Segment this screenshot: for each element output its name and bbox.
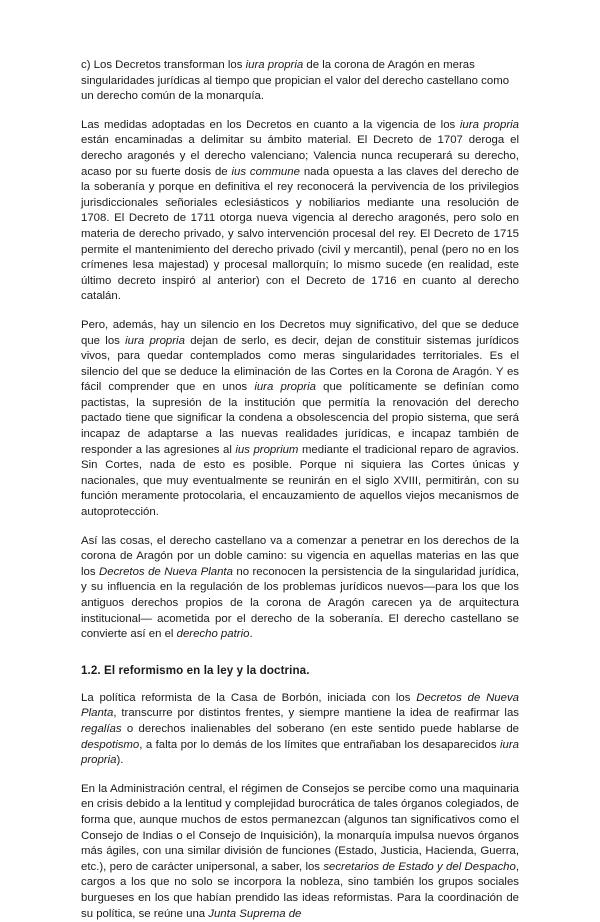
italic-term: Junta Suprema de [208,907,302,920]
italic-term: ius commune [231,165,300,178]
italic-term: Decretos de Nueva Planta [99,565,233,578]
paragraph-derecho-castellano: Así las cosas, el derecho castellano va a comenzar a penetrar en los derechos de la corona de Aragón por un doble camino: su vigencia en aquellas materias en las que los Decretos de Nueva Planta no reconocen la persistencia de la singularidad jurídica, y su influencia en la regulación de los problemas jurídicos nuevos—para los que los antiguos derechos propios de la corona de Aragón carecen ya de arquitectura institucional— acometida por el derecho de la soberanía. El derecho castellano se convierte así en el derecho patrio. [81,534,519,641]
italic-term: ius proprium [235,443,299,456]
paragraph-silencio-decretos: Pero, además, hay un silencio en los Decretos muy significativo, del que se deduce que los iura propria dejan de serlo, es decir, dejan de constituir sistemas jurídicos vivos, para quedar contemplados como meras singularidades territoriales. Es el silencio del que se deduce la eliminación de las Cortes en la Corona de Aragón. Y es fácil comprender que en unos iura propria que políticamente se definían como pactistas, la supresión de la institución que permitía la renovación del derecho pactado tiene que significar la condena a obsolescencia del propio sistema, que será incapaz de adaptarse a las nuevas realidades jurídicas, e incapaz también de responder a las agresiones al ius proprium mediante el tradicional reparo de agravios. Sin Cortes, nada de esto es posible. Porque ni siquiera las Cortes únicas y nacionales, que muy eventualmente se reunirán en el siglo XVIII, permitirán, con su función meramente protocolaria, el encauzamiento de aquellos viejos mecanismos de autoprotección. [81,318,520,519]
italic-term: secretarios de Estado y del Despacho [323,860,516,873]
italic-term: iura propria [125,334,185,347]
italic-term: iura propria [254,381,316,394]
paragraph-vigencia-iura-propria: Las medidas adoptadas en los Decretos en cuanto a la vigencia de los iura propria están encaminadas a delimitar su ámbito material. El Decreto de 1707 deroga el derecho aragonés y el derecho valenciano; Valencia nunca recuperará su derecho, acaso por su fuerte dosis de ius commune nada opuesta a las claves del derecho de la soberanía y porque en definitiva el rey reconocerá la pervivencia de los privilegios jurisdiccionales señoriales eclesiásticos y nobiliarios mediante una resolución de 1708. El Decreto de 1711 otorga nueva vigencia al derecho aragonés, pero solo en materia de derecho privado, y salvo intervención procesal del rey. El Decreto de 1715 permite el mantenimiento del derecho privado (civil y mercantil), penal (pero no en los crímenes lesa majestad) y procesal mallorquín; lo mismo sucede (en realidad, este último decreto inspiró al anterior) con el Decreto de 1716 en cuanto al derecho catalán. [81,118,520,303]
italic-term: despotismo [81,738,140,751]
italic-term: iura propria [81,738,519,767]
paragraph-decretos-c: c) Los Decretos transforman los iura propria de la corona de Aragón en meras singularidades jurídicas al tiempo que propician el valor del derecho castellano como un derecho común de la monarquía. [81,59,510,103]
italic-term: regalías [81,722,122,735]
italic-term: derecho patrio [176,628,250,641]
italic-term: iura propria [245,59,304,71]
paragraph-administracion-central: En la Administración central, el régimen de Consejos se percibe como una maquinaria en crisis debido a la lentitud y complejidad burocrática de tales órganos colegiados, de forma que, aunque muchos de estos permanezcan (algunos tan significativos como el Consejo de Indias o el Consejo de Inquisición), la monarquía impulsa nuevos órganos más ágiles, con una similar división de funciones (Estado, Justicia, Hacienda, Guerra, etc.), pero de carácter unipersonal, a saber, los secretarios de Estado y del Despacho, cargos a los que no solo se incorpora la nobleza, sino también los grupos sociales burgueses en los que habían prendido las ideas reformistas. Para la coordinación de su política, se reúne una Junta Suprema de [81,782,520,920]
italic-term: iura propria [459,118,520,131]
italic-term: Decretos de Nueva Planta [81,691,519,720]
section-heading-reformismo: 1.2. El reformismo en la ley y la doctrina. [81,663,310,677]
paragraph-politica-reformista: La política reformista de la Casa de Borbón, iniciada con los Decretos de Nueva Planta, transcurre por distintos frentes, y siempre mantiene la idea de reafirmar las regalías o derechos inalienables del soberano (en este sentido puede hablarse de despotismo, a falta por lo demás de los límites que entrañaban los desaparecidos iura propria). [81,691,519,767]
